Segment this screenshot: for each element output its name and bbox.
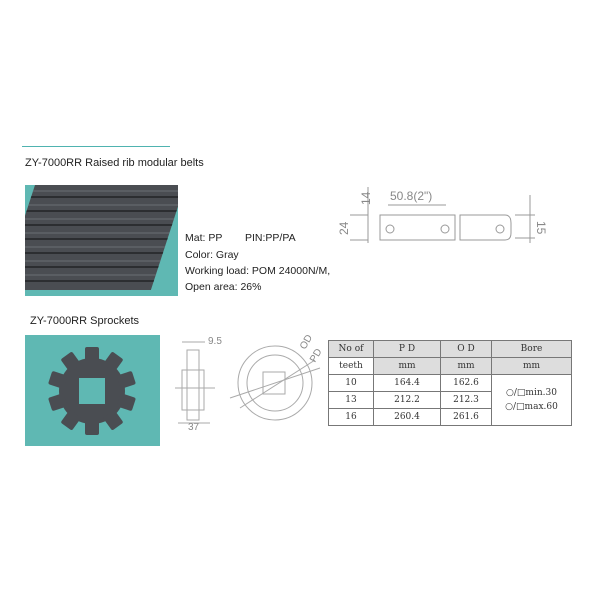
dim-pitch: 50.8(2") — [390, 189, 433, 203]
spec-open-area: Open area: 26% — [185, 281, 262, 293]
cell-pd: 164.4 — [374, 375, 441, 392]
sprocket-photo — [25, 335, 160, 446]
belt-dimension-drawing — [330, 175, 550, 245]
header-pd: P D — [374, 341, 441, 358]
cell-bore — [492, 375, 572, 426]
dim-od: OD — [298, 333, 316, 352]
cell-pd: 212.2 — [374, 392, 441, 409]
cell-od: 162.6 — [441, 375, 492, 392]
cell-od: 212.3 — [441, 392, 492, 409]
spec-load: Working load: POM 24000N/M, — [185, 265, 331, 277]
dim-24: 24 — [337, 221, 351, 235]
dim-37: 37 — [188, 422, 200, 430]
sprocket-drawing — [170, 330, 330, 430]
bore-max: ○/□max.60 — [505, 402, 558, 412]
unit-bore: mm — [492, 358, 572, 375]
sprocket-table — [328, 340, 572, 426]
belt-photo — [25, 185, 178, 296]
dim-pd: PD — [308, 346, 325, 365]
cell-od: 261.6 — [441, 409, 492, 426]
belt-title: ZY-7000RR Raised rib modular belts — [25, 157, 204, 169]
table-row — [329, 375, 572, 392]
header-teeth: No of — [329, 341, 374, 358]
table-header-row — [329, 341, 572, 358]
bore-min: ○/□min.30 — [506, 388, 557, 398]
spec-mat: Mat: PP — [185, 232, 223, 244]
spec-pin: PIN:PP/PA — [245, 232, 296, 244]
header-bore: Bore — [492, 341, 572, 358]
cell-teeth: 16 — [329, 409, 374, 426]
header-od: O D — [441, 341, 492, 358]
table-unit-row — [329, 358, 572, 375]
unit-pd: mm — [374, 358, 441, 375]
dim-15: 15 — [534, 221, 548, 235]
unit-od: mm — [441, 358, 492, 375]
spec-color: Color: Gray — [185, 249, 239, 261]
dim-14: 14 — [359, 191, 373, 205]
cell-teeth: 10 — [329, 375, 374, 392]
cell-pd: 260.4 — [374, 409, 441, 426]
sprocket-title: ZY-7000RR Sprockets — [30, 315, 140, 327]
dim-9-5: 9.5 — [208, 336, 222, 347]
unit-teeth: teeth — [329, 358, 374, 375]
cell-teeth: 13 — [329, 392, 374, 409]
divider-line — [22, 146, 170, 147]
